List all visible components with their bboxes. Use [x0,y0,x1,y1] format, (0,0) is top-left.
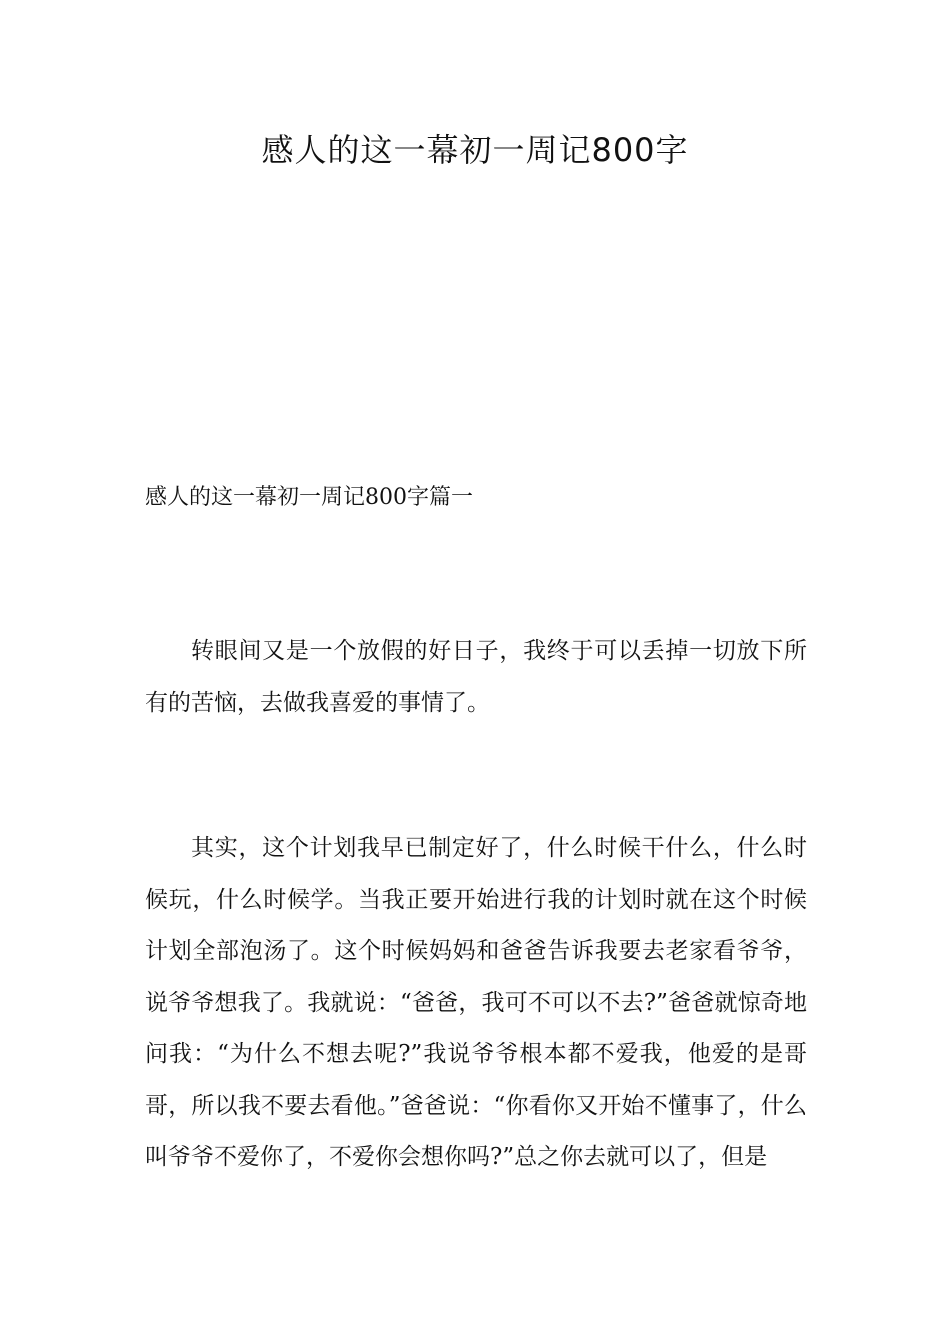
paragraph: 其实，这个计划我早已制定好了，什么时候干什么，什么时候玩，什么时候学。当我正要开始进行我的计划时就在这个时候计划全部泡汤了。这个时候妈妈和爸爸告诉我要去老家看爷爷，说爷爷想我了。我就说：“爸爸，我可不可以不去?”爸爸就惊奇地问我：“为什么不想去呢?”我说爷爷根本都不爱我，他爱的是哥哥，所以我不要去看他。”爸爸说：“你看你又开始不懂事了，什么叫爷爷不爱你了，不爱你会想你吗?”总之你去就可以了，但是 [145,835,807,1170]
section-heading: 感人的这一幕初一周记800字篇一 [145,485,473,510]
document-title: 感人的这一幕初一周记800字 [261,131,689,169]
paragraph: 转眼间又是一个放假的好日子，我终于可以丢掉一切放下所有的苦恼，去做我喜爱的事情了。 [145,638,807,716]
